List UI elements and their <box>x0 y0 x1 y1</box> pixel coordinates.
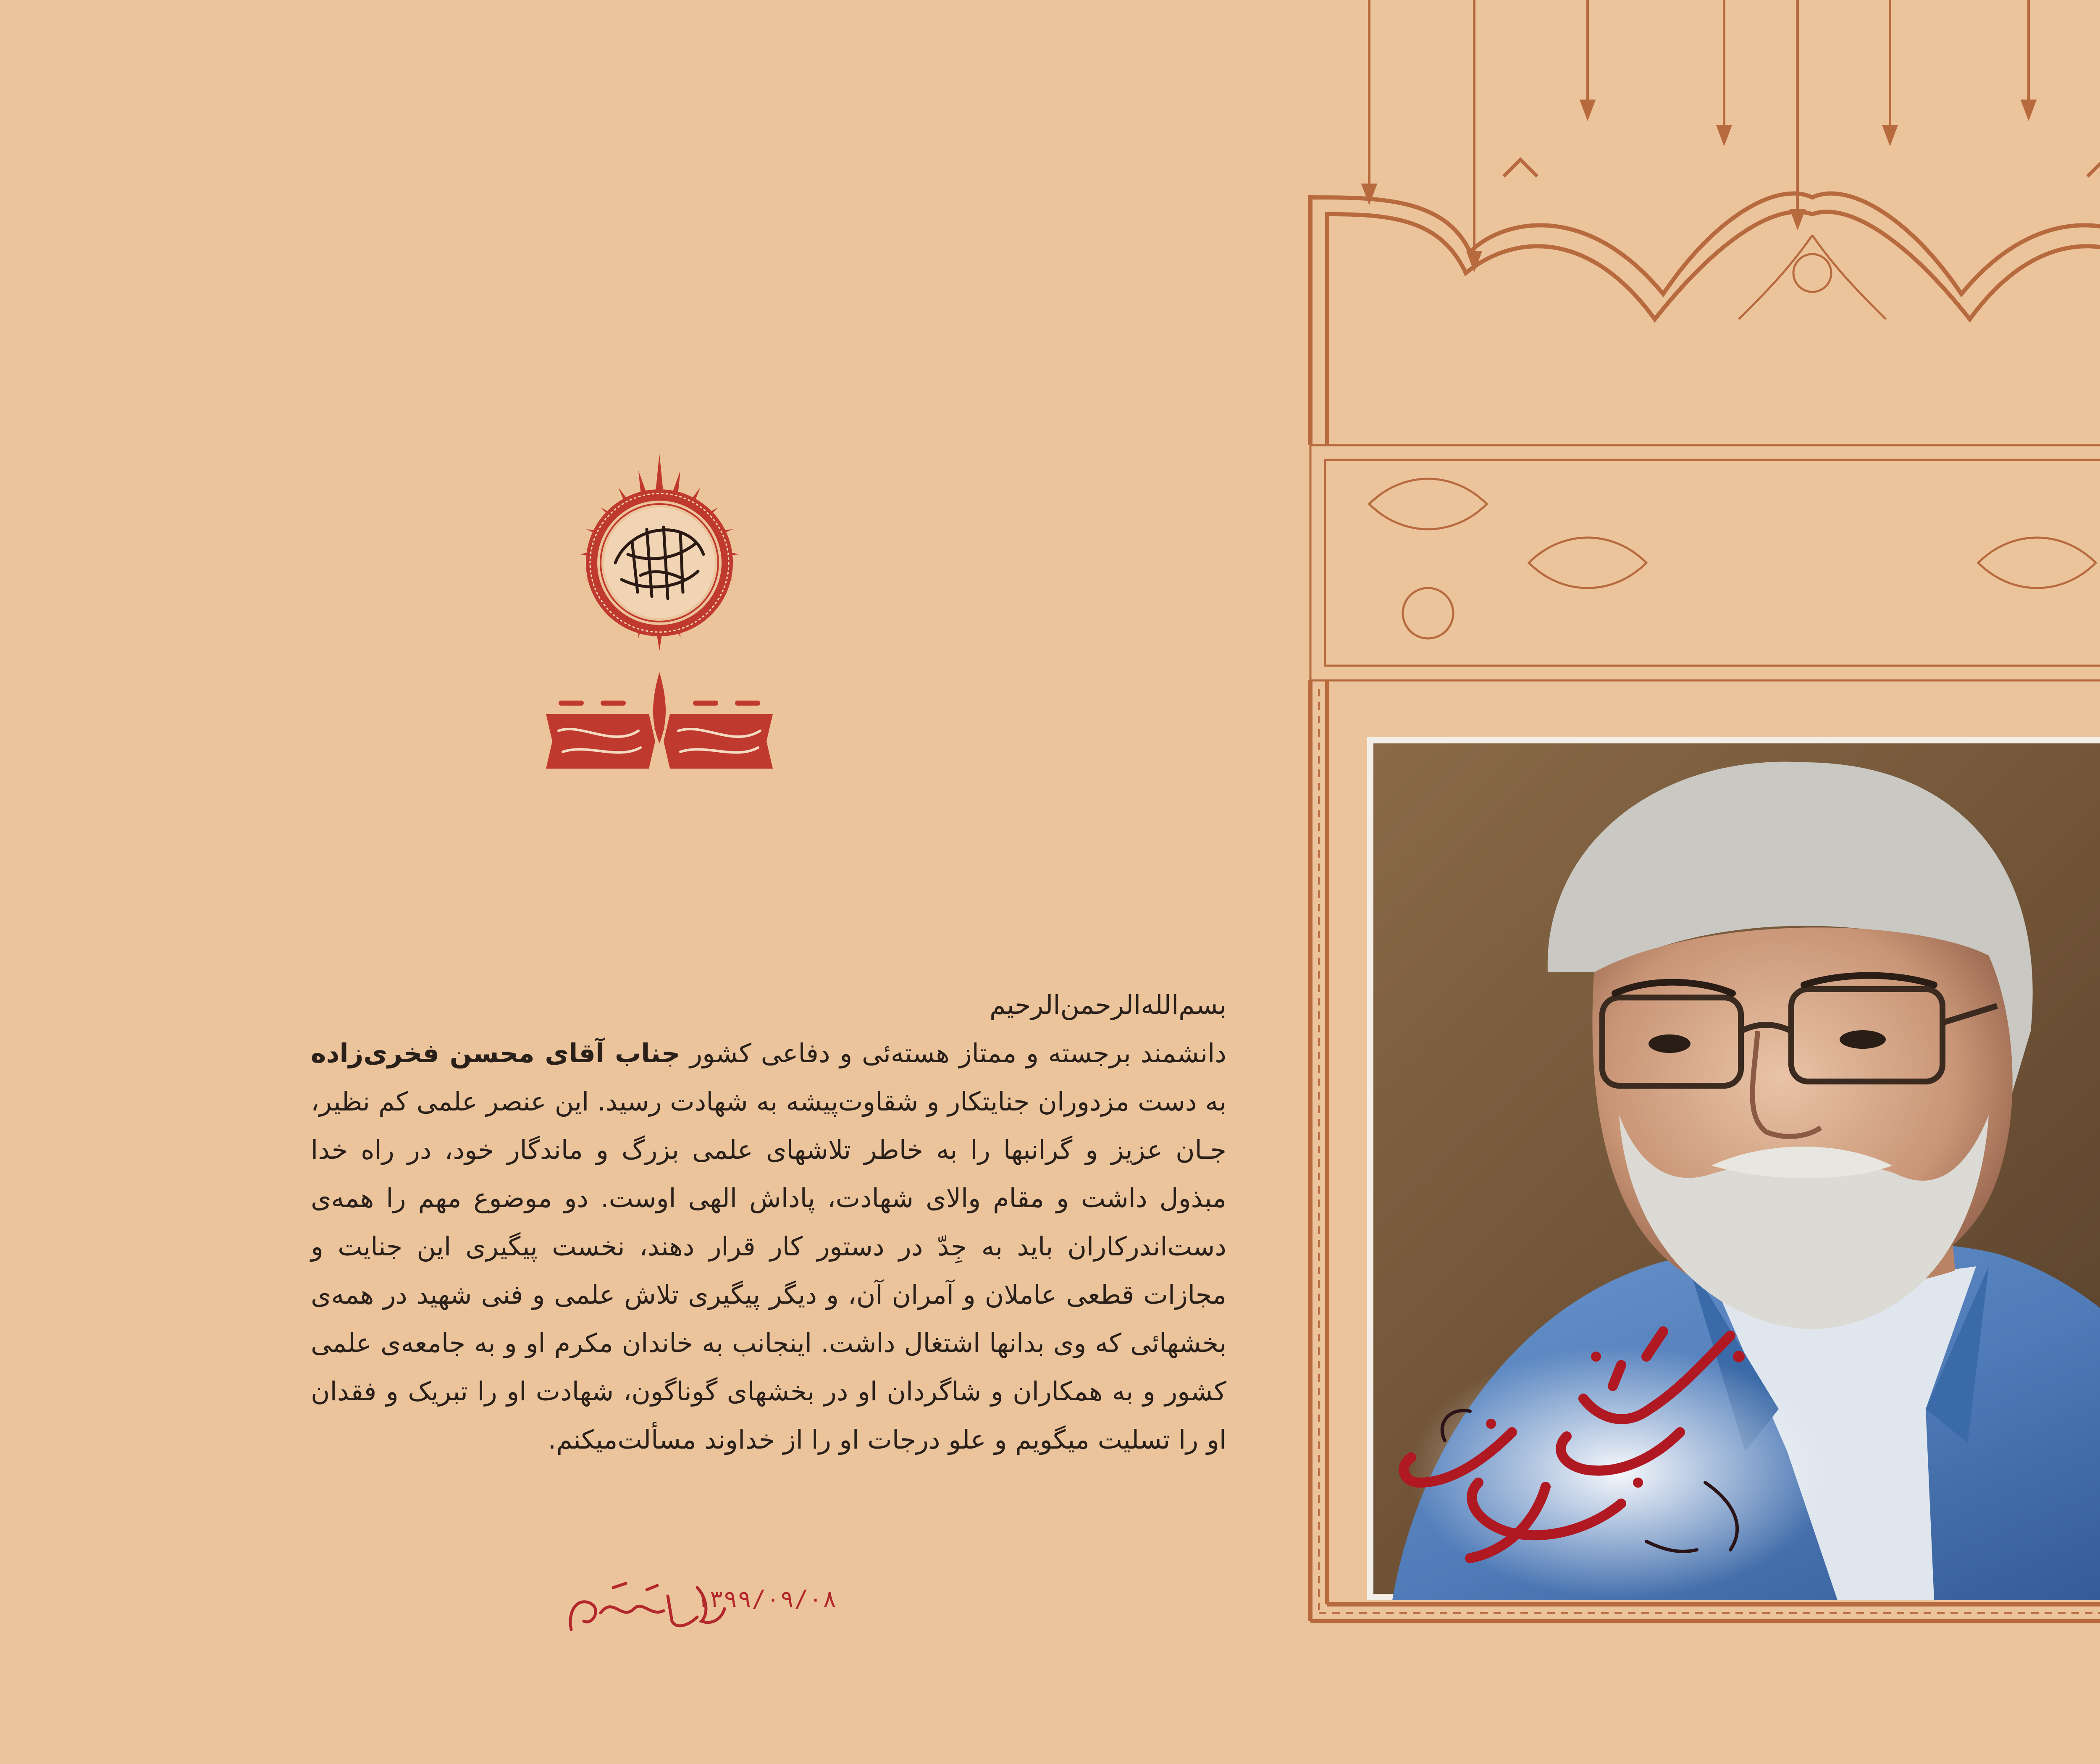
banner-left-text: باز این چه نوحه و چه عزا و چه ماتم است <box>596 743 604 744</box>
message-body: به دست مزدوران جنایتکار و شقاوت‌پیشه به شهادت رسید. این عنصر علمی کم نظیر، جـان عزیز و گرانبها را به خاطر تلاشهای علمی بزرگ و ماندگار خود، در راه خدا مبذول داشت و مقام والای شهادت، پاداش الهی اوست. دو موضوع مهم را همه‌ی دست‌اندرکاران باید به جِدّ در دستور کار قرار دهند، نخست پیگیری این جنایت و مجازات قطعی عاملان و آمران آن، و دیگر پیگیری تلاش علمی و فنی شهید در همه‌ی بخشهائی که وی بدانها اشتغال داشت. اینجانب به خاندان مکرم او و به جامعه‌ی علمی کشور و به همکاران و شاگردان او در بخشهای گوناگون، شهادت او را تبریک و فقدان او را تسلیت میگویم و علو درجات او را از خداوند مسألت‌میکنم. <box>311 1086 1226 1455</box>
martyr-name-calligraphy <box>1386 1306 1764 1575</box>
message-lead: دانشمند برجسته و ممتاز هسته‌ئی و دفاعی کشور <box>680 1038 1226 1068</box>
signature-mark <box>563 1571 727 1642</box>
martyr-name-bold: جناب آقای محسن فخری‌زاده <box>311 1038 680 1068</box>
basmala: بسم‌الله‌الرحمن‌الرحیم <box>989 990 1226 1020</box>
leader-message <box>311 981 1226 1464</box>
banner-right <box>664 714 773 769</box>
calligraphy-emblem <box>542 454 777 832</box>
arch-crown <box>1310 194 2100 445</box>
signature-date: ۱۳۹۹/۰۹/۰۸ <box>695 1586 837 1613</box>
sunburst-medallion <box>580 454 739 651</box>
hanging-lamps <box>1363 0 2100 269</box>
message-paragraph <box>311 1029 1226 1464</box>
banner-right-text: باز این چه شورش است که در خلق عالم است <box>722 743 731 744</box>
banner-left <box>546 714 655 769</box>
